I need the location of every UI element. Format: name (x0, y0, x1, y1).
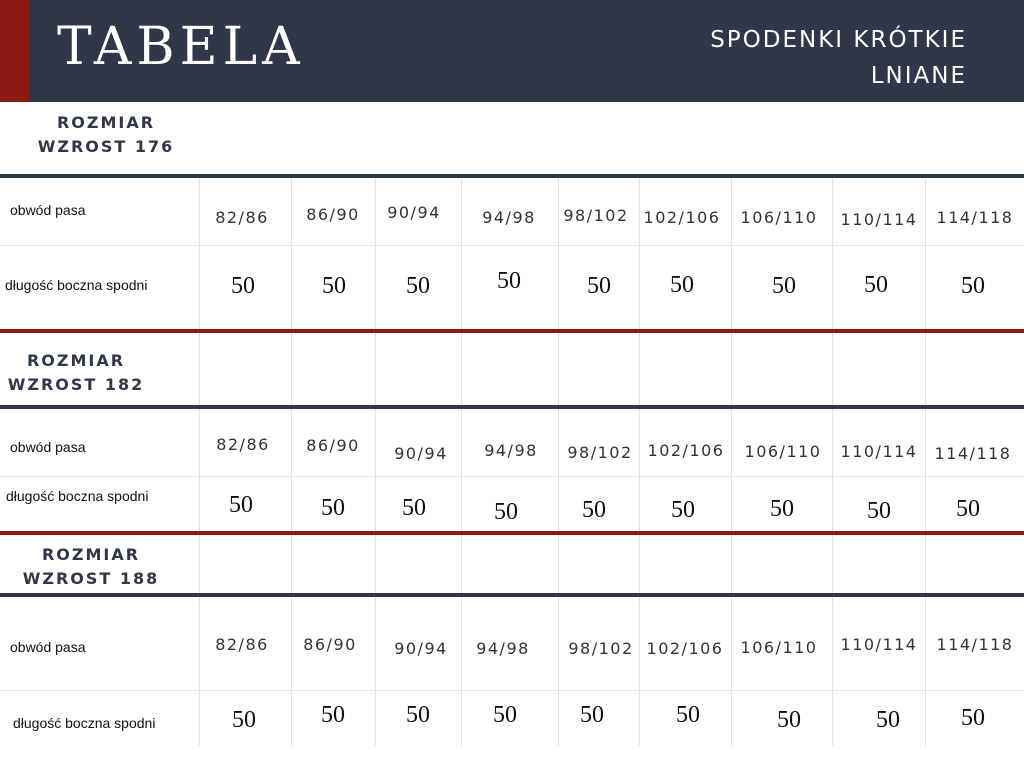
size-cell: 98/102 (563, 206, 629, 225)
section-label-line-1: ROZMIAR (41, 545, 141, 564)
size-cell: 114/118 (936, 635, 1014, 654)
section-label-line-1: ROZMIAR (26, 351, 126, 370)
size-cell: 106/110 (740, 638, 818, 657)
length-cell: 50 (587, 273, 611, 299)
page-subtitle (627, 22, 967, 94)
size-cell: 86/90 (306, 436, 360, 455)
row-label-waist: obwód pasa (10, 639, 86, 655)
row-separator (0, 476, 1024, 477)
length-cell: 50 (232, 707, 256, 733)
length-cell: 50 (406, 273, 430, 299)
section-label-line-2: WZROST 176 (37, 137, 175, 156)
length-cell: 50 (321, 702, 345, 728)
length-cell: 50 (772, 273, 796, 299)
size-cell: 94/98 (476, 639, 530, 658)
length-cell: 50 (770, 496, 794, 522)
size-cell: 90/94 (394, 444, 448, 463)
section-label (0, 543, 182, 591)
size-cell: 110/114 (840, 210, 918, 229)
section-label (0, 349, 167, 397)
size-cell: 90/94 (387, 203, 441, 222)
length-cell: 50 (406, 702, 430, 728)
length-cell: 50 (670, 272, 694, 298)
size-cell: 86/90 (303, 635, 357, 654)
row-label-length: długość boczna spodni (6, 488, 149, 504)
length-cell: 50 (497, 268, 521, 294)
length-cell: 50 (231, 273, 255, 299)
column-divider (731, 178, 732, 746)
length-cell: 50 (402, 495, 426, 521)
header-accent (0, 0, 30, 102)
column-divider (199, 178, 200, 746)
size-cell: 94/98 (482, 208, 536, 227)
size-cell: 110/114 (840, 442, 918, 461)
size-cell: 114/118 (936, 208, 1014, 227)
row-separator (0, 690, 1024, 691)
subtitle-line-1: SPODENKI KRÓTKIE (710, 27, 967, 53)
length-cell: 50 (864, 272, 888, 298)
column-divider (558, 178, 559, 746)
column-divider (639, 178, 640, 746)
length-cell: 50 (321, 495, 345, 521)
size-cell: 90/94 (394, 639, 448, 658)
size-cell: 102/106 (643, 208, 721, 227)
length-cell: 50 (494, 499, 518, 525)
size-cell: 98/102 (568, 639, 634, 658)
size-cell: 94/98 (484, 441, 538, 460)
size-cell: 82/86 (216, 435, 270, 454)
size-cell: 86/90 (306, 205, 360, 224)
length-cell: 50 (876, 707, 900, 733)
section-divider (0, 405, 1024, 409)
column-divider (832, 178, 833, 746)
size-cell: 114/118 (934, 444, 1012, 463)
length-cell: 50 (676, 702, 700, 728)
section-label (15, 111, 197, 159)
row-label-waist: obwód pasa (10, 439, 86, 455)
size-cell: 102/106 (647, 441, 725, 460)
section-label-line-2: WZROST 188 (22, 569, 160, 588)
section-label-line-2: WZROST 182 (7, 375, 145, 394)
size-cell: 110/114 (840, 635, 918, 654)
page-title: TABELA (57, 17, 305, 77)
row-label-waist: obwód pasa (10, 202, 86, 218)
length-cell: 50 (777, 707, 801, 733)
section-divider (0, 329, 1024, 333)
section-divider (0, 174, 1024, 178)
length-cell: 50 (956, 496, 980, 522)
size-cell: 98/102 (567, 443, 633, 462)
row-separator (0, 245, 1024, 246)
length-cell: 50 (582, 497, 606, 523)
length-cell: 50 (580, 702, 604, 728)
length-cell: 50 (493, 702, 517, 728)
row-label-length: długość boczna spodni (5, 277, 148, 293)
column-divider (291, 178, 292, 746)
length-cell: 50 (867, 498, 891, 524)
section-divider (0, 531, 1024, 535)
row-label-length: długość boczna spodni (13, 715, 156, 731)
length-cell: 50 (229, 492, 253, 518)
length-cell: 50 (322, 273, 346, 299)
length-cell: 50 (671, 497, 695, 523)
size-cell: 102/106 (646, 639, 724, 658)
size-cell: 106/110 (744, 442, 822, 461)
subtitle-line-2: LNIANE (870, 63, 967, 89)
column-divider (925, 178, 926, 746)
section-divider (0, 593, 1024, 597)
length-cell: 50 (961, 273, 985, 299)
size-cell: 82/86 (215, 208, 269, 227)
length-cell: 50 (961, 705, 985, 731)
size-cell: 82/86 (215, 635, 269, 654)
section-label-line-1: ROZMIAR (56, 113, 156, 132)
size-cell: 106/110 (740, 208, 818, 227)
